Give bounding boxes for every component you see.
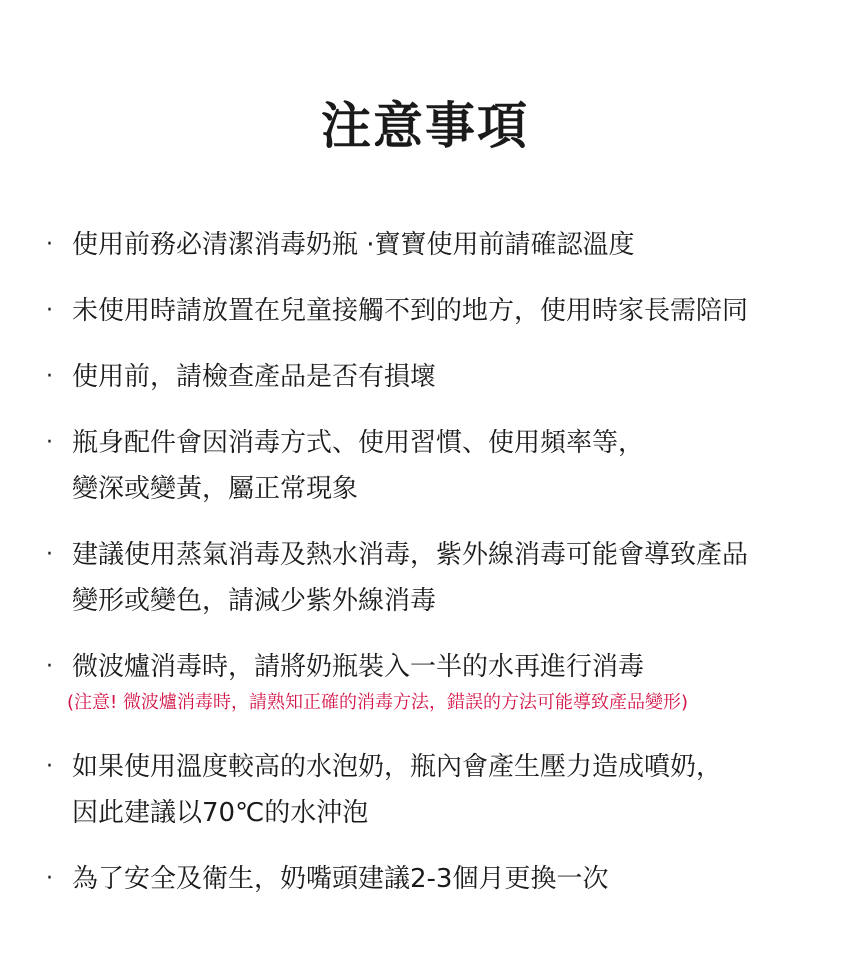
notice-list: [0, 222, 850, 902]
microwave-warning-note: (注意! 微波爐消毒時，請熟知正確的消毒方法，錯誤的方法可能導致產品變形): [67, 692, 688, 713]
bullet-dot: ·: [46, 866, 53, 891]
notice-item-6: [0, 644, 850, 716]
notice-text: 使用前，請檢查產品是否有損壞: [72, 362, 437, 392]
notice-text: 建議使用蒸氣消毒及熱水消毒，紫外線消毒可能會導致產品: [72, 540, 749, 570]
notice-text: 為了安全及衛生，奶嘴頭建議2-3個月更換一次: [72, 864, 609, 894]
bullet-dot: ·: [46, 364, 53, 389]
notice-item-8: [0, 856, 850, 902]
notice-text-continued: 變深或變黃，屬正常現象: [72, 474, 359, 504]
bullet-dot: ·: [46, 430, 53, 455]
notice-text: 使用前務必清潔消毒奶瓶 ·寶寶使用前請確認溫度: [72, 230, 635, 260]
bullet-dot: ·: [46, 542, 53, 567]
notice-item-5: [0, 532, 850, 624]
notice-text: 如果使用溫度較高的水泡奶，瓶內會產生壓力造成噴奶，: [72, 752, 723, 782]
notice-text: 微波爐消毒時，請將奶瓶裝入一半的水再進行消毒: [72, 652, 645, 682]
page-title: 注意事項: [321, 97, 529, 155]
notice-text-continued: 變形或變色，請減少紫外線消毒: [72, 586, 437, 616]
notice-text: 瓶身配件會因消毒方式、使用習慣、使用頻率等，: [72, 428, 645, 458]
bullet-dot: ·: [46, 654, 53, 679]
notice-item-2: [0, 288, 850, 334]
notice-text: 未使用時請放置在兒童接觸不到的地方，使用時家長需陪同: [72, 296, 749, 326]
notice-item-7: [0, 744, 850, 836]
bullet-dot: ·: [46, 754, 53, 779]
notice-item-4: [0, 420, 850, 512]
bullet-dot: ·: [46, 298, 53, 323]
notice-text-continued: 因此建議以70℃的水沖泡: [72, 798, 369, 828]
bullet-dot: ·: [46, 232, 53, 257]
notice-item-3: [0, 354, 850, 400]
notice-item-1: [0, 222, 850, 268]
